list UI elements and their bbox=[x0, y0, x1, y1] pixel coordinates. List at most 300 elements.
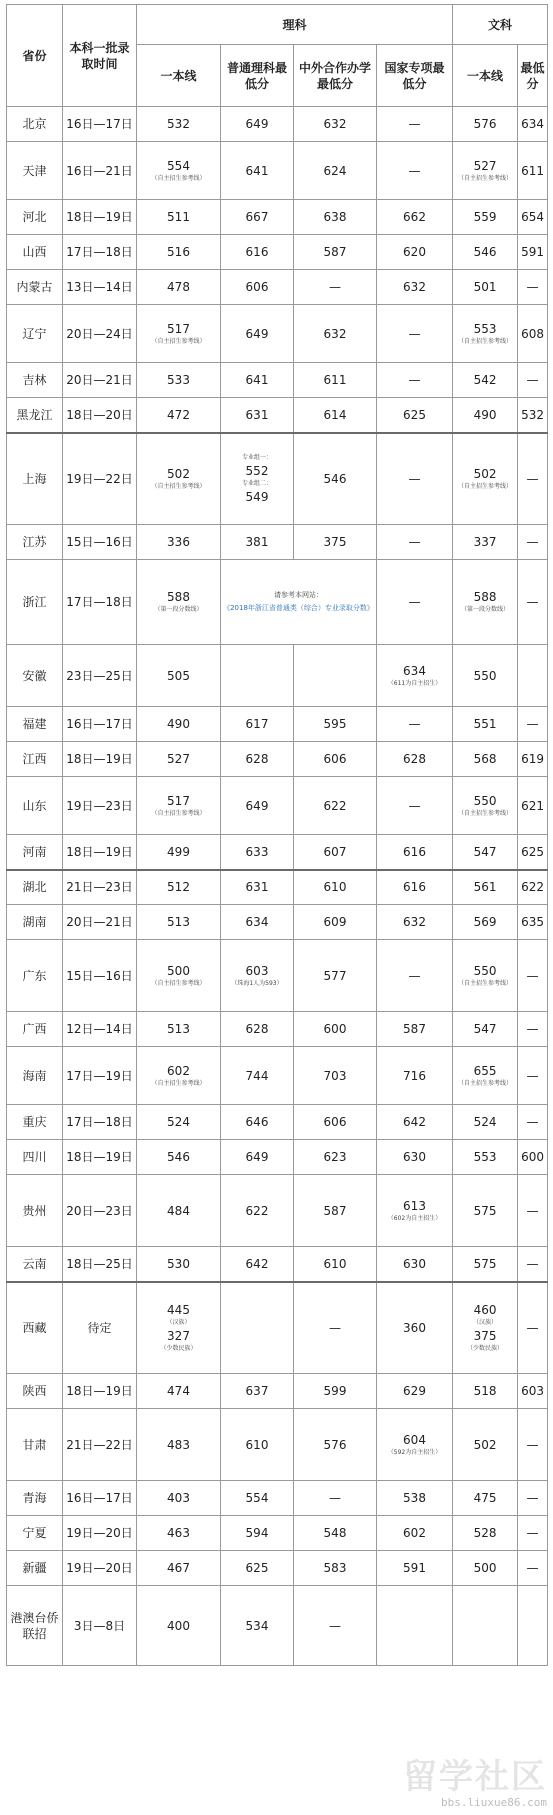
cell-arts-line bbox=[453, 905, 518, 940]
cell-value: 360 bbox=[403, 1320, 426, 1335]
cell-arts-min bbox=[518, 940, 548, 1012]
cell-value: 463 bbox=[167, 1526, 190, 1540]
province-name: 新疆 bbox=[22, 1561, 47, 1575]
cell-sci-special bbox=[377, 270, 453, 305]
cell-note: （自主招生参考线） bbox=[151, 174, 206, 182]
cell-value: 633 bbox=[245, 844, 269, 859]
table-row bbox=[7, 1282, 548, 1374]
cell-value: 610 bbox=[323, 880, 347, 895]
cell-value: — bbox=[526, 1115, 539, 1129]
cell-value: 616 bbox=[245, 245, 269, 259]
province-name: 上海 bbox=[22, 471, 47, 486]
cell-sci-special bbox=[377, 835, 453, 870]
cell-value: 649 bbox=[245, 1150, 269, 1164]
table-row bbox=[7, 270, 548, 305]
cell-value: 501 bbox=[473, 280, 497, 294]
cell-arts-min bbox=[518, 433, 548, 525]
cell-arts-min bbox=[518, 1140, 548, 1175]
cell-value: 403 bbox=[167, 1491, 190, 1505]
cell-value: 606 bbox=[323, 752, 347, 766]
cell-sci-coop bbox=[294, 433, 377, 525]
cell-value: 16日—17日 bbox=[66, 1491, 133, 1505]
cell-value: 716 bbox=[403, 1068, 426, 1083]
cell-arts-min bbox=[518, 905, 548, 940]
cell-sci-special bbox=[377, 707, 453, 742]
cell-arts-line bbox=[453, 1247, 518, 1282]
col-header-province: 省份 bbox=[7, 5, 63, 107]
cell-arts-line bbox=[453, 363, 518, 398]
cell-arts-min bbox=[518, 870, 548, 905]
cell-value: — bbox=[329, 280, 341, 294]
cell-sci-coop bbox=[294, 645, 377, 707]
cell-value: 623 bbox=[323, 1150, 347, 1164]
cell-value: 599 bbox=[323, 1384, 347, 1398]
table-row bbox=[7, 870, 548, 905]
cell-sci-special bbox=[377, 1047, 453, 1105]
cell-sci-coop bbox=[294, 1409, 377, 1481]
cell-value: 607 bbox=[323, 844, 347, 859]
cell-value: 待定 bbox=[87, 1320, 112, 1335]
cell-arts-line bbox=[453, 1012, 518, 1047]
province-name: 吉林 bbox=[22, 373, 47, 387]
cell-sci-general bbox=[221, 1409, 294, 1481]
cell-sci-general bbox=[221, 1516, 294, 1551]
cell-province bbox=[7, 525, 63, 560]
cell-sci-line bbox=[137, 1140, 221, 1175]
table-row bbox=[7, 1374, 548, 1409]
col-header-sci-general: 普通理科最低分 bbox=[221, 45, 294, 107]
cell-sci-special bbox=[377, 1282, 453, 1374]
cell-sci-general bbox=[221, 1374, 294, 1409]
cell-arts-line bbox=[453, 305, 518, 363]
province-name: 辽宁 bbox=[22, 326, 47, 341]
province-name: 湖南 bbox=[22, 915, 47, 929]
cell-value: 587 bbox=[323, 245, 347, 259]
cell-sci-special bbox=[377, 1586, 453, 1666]
cell-value: 576 bbox=[473, 117, 497, 131]
cell-arts-line bbox=[453, 270, 518, 305]
cell-sci-coop bbox=[294, 1282, 377, 1374]
cell-sci-special bbox=[377, 1481, 453, 1516]
cell-sci-general bbox=[221, 235, 294, 270]
watermark bbox=[403, 1758, 547, 1809]
cell-arts-line bbox=[453, 742, 518, 777]
cell-arts-min bbox=[518, 1586, 548, 1666]
cell-province bbox=[7, 1481, 63, 1516]
cell-value: 602 bbox=[167, 1063, 190, 1078]
table-row bbox=[7, 305, 548, 363]
cell-arts-min bbox=[518, 707, 548, 742]
cell-value: 20日—23日 bbox=[66, 1203, 133, 1218]
cell-value: 624 bbox=[323, 163, 347, 178]
cell-sci-line bbox=[137, 200, 221, 235]
cell-sci-coop bbox=[294, 1586, 377, 1666]
cell-value: 15日—16日 bbox=[66, 535, 133, 549]
cell-value: 583 bbox=[323, 1561, 347, 1575]
table-row bbox=[7, 835, 548, 870]
cell-time bbox=[63, 1175, 137, 1247]
cell-value: 619 bbox=[521, 752, 544, 766]
cell-value: 18日—19日 bbox=[66, 752, 133, 766]
cell-sci-coop bbox=[294, 835, 377, 870]
cell-province bbox=[7, 1247, 63, 1282]
cell-arts-min bbox=[518, 645, 548, 707]
table-row bbox=[7, 1175, 548, 1247]
cell-sci-general bbox=[221, 707, 294, 742]
table-row bbox=[7, 1105, 548, 1140]
cell-value: 600 bbox=[521, 1150, 544, 1164]
cell-value: 18日—19日 bbox=[66, 1150, 133, 1164]
cell-sci-coop bbox=[294, 270, 377, 305]
cell-arts-min bbox=[518, 363, 548, 398]
col-header-arts: 文科 bbox=[453, 5, 548, 45]
cell-value: 575 bbox=[473, 1203, 497, 1218]
province-name: 山西 bbox=[22, 245, 47, 259]
cell-sci-coop bbox=[294, 235, 377, 270]
cell-sci-special bbox=[377, 107, 453, 142]
cell-sci-line bbox=[137, 107, 221, 142]
cell-province bbox=[7, 835, 63, 870]
cell-sci-coop bbox=[294, 1247, 377, 1282]
watermark-url: bbs.liuxue86.com bbox=[441, 1796, 547, 1809]
cell-value: — bbox=[526, 535, 539, 549]
table-row bbox=[7, 525, 548, 560]
cell-sci-general bbox=[221, 200, 294, 235]
cell-value: 534 bbox=[245, 1618, 269, 1633]
cell-note: （自主招生参考线） bbox=[151, 482, 206, 490]
cell-value: 641 bbox=[245, 163, 269, 178]
cell-value: 632 bbox=[403, 280, 426, 294]
cell-value: 467 bbox=[167, 1561, 190, 1575]
cell-province bbox=[7, 270, 63, 305]
cell-sci-general bbox=[221, 905, 294, 940]
cell-sci-line bbox=[137, 835, 221, 870]
cell-time bbox=[63, 1140, 137, 1175]
cell-value: 642 bbox=[245, 1256, 269, 1271]
cell-time bbox=[63, 1409, 137, 1481]
cell-value: 603 bbox=[245, 963, 269, 978]
cell-arts-min bbox=[518, 525, 548, 560]
cell-value: 587 bbox=[403, 1022, 426, 1036]
cell-province bbox=[7, 645, 63, 707]
cell-value: 622 bbox=[521, 880, 544, 895]
cell-value: 629 bbox=[403, 1384, 426, 1398]
cell-value: 620 bbox=[403, 245, 426, 259]
cell-time bbox=[63, 433, 137, 525]
cell-province bbox=[7, 1175, 63, 1247]
cell-time bbox=[63, 742, 137, 777]
cell-arts-line bbox=[453, 1551, 518, 1586]
cell-sci-coop bbox=[294, 1105, 377, 1140]
cell-province bbox=[7, 1551, 63, 1586]
cell-value: 532 bbox=[521, 407, 544, 422]
cell-sci-line bbox=[137, 142, 221, 200]
cell-time bbox=[63, 1481, 137, 1516]
col-header-sci-special: 国家专项最低分 bbox=[377, 45, 453, 107]
cell-arts-min bbox=[518, 1175, 548, 1247]
cell-value: 638 bbox=[323, 210, 347, 224]
cell-value: — bbox=[408, 326, 421, 341]
cell-value: 18日—19日 bbox=[66, 1384, 133, 1398]
cell-arts-line bbox=[453, 870, 518, 905]
cell-sci-line bbox=[137, 777, 221, 835]
cell-note: （自主招生参考线） bbox=[458, 337, 513, 345]
cell-sci-line bbox=[137, 742, 221, 777]
cell-value: 533 bbox=[167, 373, 190, 387]
cell-value: 616 bbox=[403, 844, 426, 859]
cell-value: 551 bbox=[473, 717, 497, 731]
cell-value: 16日—17日 bbox=[66, 117, 133, 131]
cell-time bbox=[63, 905, 137, 940]
cell-sci-special bbox=[377, 1551, 453, 1586]
cell-sci-special bbox=[377, 398, 453, 433]
cell-sci-line bbox=[137, 1481, 221, 1516]
cell-value: 703 bbox=[323, 1068, 347, 1083]
cell-value: 568 bbox=[473, 752, 497, 766]
cell-sci-line bbox=[137, 707, 221, 742]
cell-value: 20日—24日 bbox=[66, 326, 133, 341]
cell-province bbox=[7, 707, 63, 742]
cell-sci-coop bbox=[294, 1175, 377, 1247]
cell-value: — bbox=[408, 117, 421, 131]
province-name: 北京 bbox=[22, 117, 47, 131]
cell-value: 591 bbox=[521, 245, 544, 259]
cell-time bbox=[63, 235, 137, 270]
cell-value: 472 bbox=[167, 407, 190, 422]
cell-sci-special bbox=[377, 1175, 453, 1247]
province-name: 湖北 bbox=[22, 880, 47, 895]
cell-value: 602 bbox=[403, 1526, 426, 1540]
cell-note: （自主招生参考线） bbox=[151, 337, 206, 345]
cell-province bbox=[7, 940, 63, 1012]
cell-value: 628 bbox=[245, 1022, 269, 1036]
cell-value: 19日—22日 bbox=[66, 471, 133, 486]
cell-note: （汉族） bbox=[166, 1318, 191, 1326]
cell-value: 613 bbox=[403, 1198, 426, 1213]
cell-value: — bbox=[526, 1491, 539, 1505]
admission-score-table bbox=[6, 4, 548, 1666]
cell-value: 606 bbox=[245, 280, 269, 294]
cell-note: （第一段分数线） bbox=[154, 606, 203, 613]
cell-value: 646 bbox=[245, 1115, 269, 1129]
cell-sci-coop bbox=[294, 142, 377, 200]
cell-value: 630 bbox=[403, 1150, 426, 1164]
cell-value: 625 bbox=[403, 407, 426, 422]
cell-sci-special bbox=[377, 940, 453, 1012]
province-name: 甘肃 bbox=[22, 1437, 47, 1452]
cell-arts-min bbox=[518, 1012, 548, 1047]
cell-value: 381 bbox=[245, 535, 269, 549]
cell-time bbox=[63, 1516, 137, 1551]
cell-sci-special bbox=[377, 742, 453, 777]
cell-arts-line bbox=[453, 525, 518, 560]
cell-value: — bbox=[408, 163, 421, 178]
cell-sci-line bbox=[137, 1047, 221, 1105]
province-name: 广西 bbox=[22, 1022, 47, 1036]
cell-value: 614 bbox=[323, 407, 347, 422]
cell-value: 445 bbox=[167, 1302, 190, 1317]
cell-sci-special bbox=[377, 1516, 453, 1551]
cell-value: — bbox=[329, 1491, 341, 1505]
cell-sci-line bbox=[137, 1282, 221, 1374]
cell-arts-line bbox=[453, 1516, 518, 1551]
cell-arts-line bbox=[453, 1047, 518, 1105]
table-row bbox=[7, 645, 548, 707]
cell-value: 546 bbox=[323, 471, 347, 486]
cell-note: （自主招生参考线） bbox=[458, 1079, 513, 1087]
cell-sci-general bbox=[221, 870, 294, 905]
cell-value: 483 bbox=[167, 1437, 190, 1452]
cell-value: — bbox=[408, 717, 421, 731]
cell-value: 550 bbox=[473, 793, 497, 808]
cell-value: 502 bbox=[473, 466, 497, 481]
cell-province bbox=[7, 905, 63, 940]
cell-value: — bbox=[526, 968, 539, 983]
cell-sci-special bbox=[377, 200, 453, 235]
cell-time bbox=[63, 1374, 137, 1409]
cell-sci-general bbox=[221, 1481, 294, 1516]
province-name: 贵州 bbox=[22, 1203, 47, 1218]
cell-time bbox=[63, 200, 137, 235]
cell-value: 634 bbox=[245, 915, 269, 929]
cell-sci-coop bbox=[294, 742, 377, 777]
cell-sci-special bbox=[377, 870, 453, 905]
cell-value: 559 bbox=[473, 210, 497, 224]
cell-value: 654 bbox=[521, 210, 544, 224]
cell-time bbox=[63, 1105, 137, 1140]
cell-time bbox=[63, 777, 137, 835]
cell-value: 337 bbox=[473, 535, 497, 549]
cell-value: 548 bbox=[323, 1526, 347, 1540]
cell-value: 375 bbox=[473, 1328, 497, 1343]
cell-value: 478 bbox=[167, 280, 190, 294]
cell-sci-coop bbox=[294, 1374, 377, 1409]
cell-time bbox=[63, 940, 137, 1012]
cell-value: 622 bbox=[245, 1203, 269, 1218]
cell-value: 550 bbox=[473, 668, 497, 683]
cell-sci-special bbox=[377, 777, 453, 835]
cell-arts-min bbox=[518, 560, 548, 645]
cell-sci-general bbox=[221, 363, 294, 398]
table-row bbox=[7, 1481, 548, 1516]
col-header-sci-coop: 中外合作办学最低分 bbox=[294, 45, 377, 107]
cell-value: 655 bbox=[473, 1063, 497, 1078]
cell-value: 604 bbox=[403, 1432, 426, 1447]
cell-arts-min bbox=[518, 270, 548, 305]
cell-note: （少数民族） bbox=[160, 1344, 197, 1352]
cell-value: 600 bbox=[323, 1022, 347, 1036]
cell-value: 16日—21日 bbox=[66, 163, 133, 178]
cell-value: 513 bbox=[167, 1022, 190, 1036]
cell-value: 611 bbox=[521, 163, 544, 178]
cell-sci-special bbox=[377, 235, 453, 270]
cell-value: 538 bbox=[403, 1491, 426, 1505]
cell-arts-line bbox=[453, 1586, 518, 1666]
table-row bbox=[7, 742, 548, 777]
cell-province bbox=[7, 1586, 63, 1666]
cell-value: 622 bbox=[323, 798, 347, 813]
cell-value: 17日—19日 bbox=[66, 1068, 133, 1083]
cell-province bbox=[7, 1516, 63, 1551]
cell-value: — bbox=[526, 1022, 539, 1036]
cell-time bbox=[63, 142, 137, 200]
cell-arts-min bbox=[518, 1374, 548, 1409]
cell-value: 576 bbox=[323, 1437, 347, 1452]
cell-value: 517 bbox=[167, 793, 190, 808]
cell-sci-special bbox=[377, 560, 453, 645]
cell-sci-special bbox=[377, 1105, 453, 1140]
cell-time bbox=[63, 1551, 137, 1586]
cell-value: 550 bbox=[473, 963, 497, 978]
cell-note: （自主招生参考线） bbox=[458, 809, 513, 817]
cell-arts-line bbox=[453, 107, 518, 142]
cell-province bbox=[7, 1012, 63, 1047]
province-name: 西藏 bbox=[22, 1320, 47, 1335]
cell-value: 502 bbox=[473, 1437, 497, 1452]
cell-province bbox=[7, 870, 63, 905]
cell-note: （602为自主招生） bbox=[387, 1214, 442, 1222]
cell-time bbox=[63, 1012, 137, 1047]
cell-province bbox=[7, 1140, 63, 1175]
cell-value: 19日—20日 bbox=[66, 1526, 133, 1540]
cell-value: 616 bbox=[403, 880, 426, 895]
cell-value: 553 bbox=[473, 321, 497, 336]
cell-value: 625 bbox=[521, 844, 544, 859]
cell-value: 524 bbox=[167, 1115, 190, 1129]
cell-value: 546 bbox=[167, 1150, 190, 1164]
cell-value: — bbox=[329, 1618, 341, 1633]
cell-province bbox=[7, 777, 63, 835]
cell-value: 610 bbox=[323, 1256, 347, 1271]
merged-note-link: 《2018年浙江省普通类（综合）专业录取分数》 bbox=[223, 604, 374, 612]
cell-value: 587 bbox=[323, 1203, 347, 1218]
cell-sci-coop bbox=[294, 1516, 377, 1551]
cell-sci-special bbox=[377, 1012, 453, 1047]
province-name: 宁夏 bbox=[22, 1526, 47, 1540]
table-row bbox=[7, 142, 548, 200]
province-name: 海南 bbox=[22, 1068, 47, 1083]
cell-value: 20日—21日 bbox=[66, 915, 133, 929]
cell-value: 516 bbox=[167, 245, 190, 259]
cell-province bbox=[7, 235, 63, 270]
cell-arts-min bbox=[518, 1516, 548, 1551]
cell-value: — bbox=[526, 1256, 539, 1271]
cell-arts-min bbox=[518, 1282, 548, 1374]
cell-arts-min bbox=[518, 1047, 548, 1105]
cell-note: （自主招生参考线） bbox=[458, 174, 513, 182]
cell-arts-line bbox=[453, 1481, 518, 1516]
cell-value: 649 bbox=[245, 798, 269, 813]
cell-value: 641 bbox=[245, 373, 269, 387]
cell-value: 327 bbox=[167, 1328, 190, 1343]
cell-time bbox=[63, 1282, 137, 1374]
cell-value: 546 bbox=[473, 245, 497, 259]
table-row bbox=[7, 1140, 548, 1175]
cell-value: 554 bbox=[167, 158, 190, 173]
cell-value: — bbox=[526, 1203, 539, 1218]
province-name: 浙江 bbox=[22, 595, 47, 609]
cell-value: 547 bbox=[473, 844, 497, 859]
cell-value: — bbox=[408, 968, 421, 983]
cell-sci-special bbox=[377, 1247, 453, 1282]
table-row bbox=[7, 1409, 548, 1481]
cell-arts-line bbox=[453, 707, 518, 742]
table-row bbox=[7, 1516, 548, 1551]
cell-sci-special bbox=[377, 363, 453, 398]
cell-sci-general bbox=[221, 398, 294, 433]
cell-value: 561 bbox=[473, 880, 497, 895]
cell-sci-general bbox=[221, 1105, 294, 1140]
